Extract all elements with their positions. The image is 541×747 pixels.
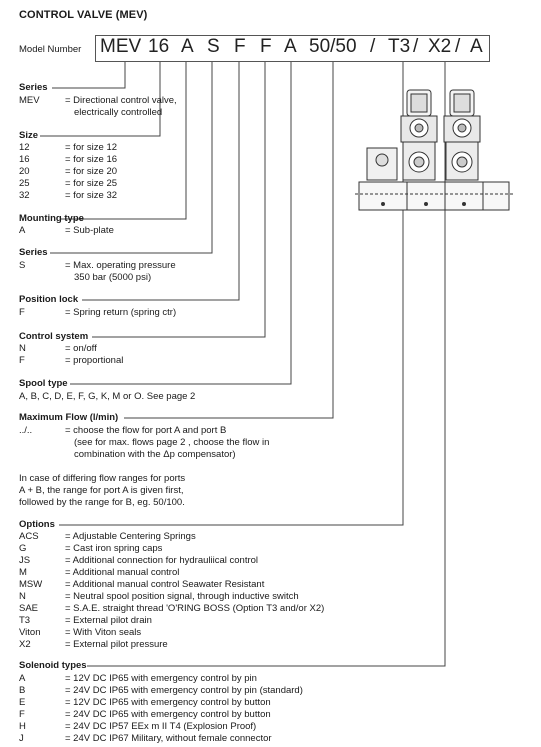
size-desc: = for size 25 xyxy=(65,178,118,189)
model-code-solenoid: A xyxy=(470,36,483,57)
option-code: SAE xyxy=(19,603,39,614)
position-lock-desc: = Spring return (spring ctr) xyxy=(65,307,177,318)
spool-type-list: A, B, C, D, E, F, G, K, M or O. See page 2 xyxy=(19,391,196,402)
model-code-separator: / xyxy=(413,36,419,57)
control-system-desc: = proportional xyxy=(65,355,124,366)
model-code-option-x2: X2 xyxy=(428,36,452,57)
option-desc: = External pilot pressure xyxy=(65,639,168,650)
section-heading-solenoid-types: Solenoid types xyxy=(19,660,87,671)
size-code: 20 xyxy=(19,166,30,177)
page-title: CONTROL VALVE (MEV) xyxy=(19,9,148,21)
series-desc: = Directional control valve, xyxy=(65,95,177,106)
option-desc: = Additional manual control xyxy=(65,567,180,578)
solenoid-desc: = 24V DC IP65 with emergency control by pin (standard) xyxy=(65,685,303,696)
solenoid-code: E xyxy=(19,697,26,708)
size-desc: = for size 16 xyxy=(65,154,118,165)
max-flow-note: In case of differing flow ranges for ports xyxy=(19,473,186,484)
model-code-mounting: A xyxy=(181,36,194,57)
option-code: Viton xyxy=(19,627,41,638)
model-code-series2: S xyxy=(207,36,220,57)
solenoid-desc: = 12V DC IP65 with emergency control by pin xyxy=(65,673,257,684)
option-desc: = Additional connection for hydrauliical control xyxy=(65,555,259,566)
option-desc: = With Viton seals xyxy=(65,627,142,638)
series-desc-cont: electrically controlled xyxy=(74,107,163,118)
position-lock-code: F xyxy=(19,307,25,318)
model-code-series: MEV xyxy=(100,36,142,57)
option-code: X2 xyxy=(19,639,31,650)
solenoid-code: H xyxy=(19,721,26,732)
max-flow-desc-cont: combination with the Δp compensator) xyxy=(74,449,236,460)
model-code-separator: / xyxy=(455,36,461,57)
solenoid-code: F xyxy=(19,709,25,720)
max-flow-note: A + B, the range for port A is given first, xyxy=(19,485,184,496)
section-heading-mounting-type: Mounting type xyxy=(19,213,84,224)
mounting-code: A xyxy=(19,225,26,236)
option-desc: = Neutral spool position signal, through inductive switch xyxy=(65,591,299,602)
size-desc: = for size 12 xyxy=(65,142,118,153)
max-flow-desc: = choose the flow for port A and port B xyxy=(65,425,227,436)
max-flow-desc-cont: (see for max. flows page 2 , choose the flow in xyxy=(74,437,270,448)
option-code: JS xyxy=(19,555,31,566)
section-heading-spool-type: Spool type xyxy=(19,378,68,389)
model-code-size: 16 xyxy=(148,36,170,57)
pressure-code: S xyxy=(19,260,26,271)
size-code: 32 xyxy=(19,190,30,201)
option-desc: = Cast iron spring caps xyxy=(65,543,163,554)
model-code-control-system: F xyxy=(260,36,272,57)
model-code-option-t3: T3 xyxy=(388,36,411,57)
control-system-code: F xyxy=(19,355,25,366)
solenoid-code: B xyxy=(19,685,26,696)
series-code: MEV xyxy=(19,95,40,106)
option-code: ACS xyxy=(19,531,39,542)
pressure-desc: = Max. operating pressure xyxy=(65,260,176,271)
solenoid-desc: = 24V DC IP65 with emergency control by button xyxy=(65,709,271,720)
max-flow-note: followed by the range for B, eg. 50/100. xyxy=(19,497,185,508)
section-heading-size: Size xyxy=(19,130,39,141)
solenoid-desc: = 24V DC IP67 Military, without female connector xyxy=(65,733,272,744)
option-desc: = External pilot drain xyxy=(65,615,152,626)
option-desc: = Adjustable Centering Springs xyxy=(65,531,196,542)
solenoid-code: A xyxy=(19,673,26,684)
section-heading-series: Series xyxy=(19,82,48,93)
max-flow-code: ../.. xyxy=(19,425,33,436)
model-code-max-flow: 50/50 xyxy=(309,36,357,57)
mounting-desc: = Sub-plate xyxy=(65,225,114,236)
section-heading-control-system: Control system xyxy=(19,331,89,342)
section-heading-series-pressure: Series xyxy=(19,247,48,258)
solenoid-desc: = 24V DC IP57 EEx m II T4 (Explosion Proof) xyxy=(65,721,257,732)
option-code: MSW xyxy=(19,579,43,590)
option-desc: = Additional manual control Seawater Resistant xyxy=(65,579,265,590)
option-code: N xyxy=(19,591,26,602)
control-system-desc: = on/off xyxy=(65,343,97,354)
size-code: 12 xyxy=(19,142,30,153)
pressure-desc-cont: 350 bar (5000 psi) xyxy=(74,272,152,283)
valve-illustration xyxy=(355,86,515,216)
option-desc: = S.A.E. straight thread 'O'RING BOSS (Option T3 and/or X2) xyxy=(65,603,325,614)
option-code: G xyxy=(19,543,27,554)
size-desc: = for size 20 xyxy=(65,166,118,177)
model-code-position-lock: F xyxy=(234,36,246,57)
section-heading-position-lock: Position lock xyxy=(19,294,79,305)
option-code: M xyxy=(19,567,27,578)
section-heading-maximum-flow: Maximum Flow (l/min) xyxy=(19,412,119,423)
section-heading-options: Options xyxy=(19,519,55,530)
solenoid-code: J xyxy=(19,733,24,744)
solenoid-desc: = 12V DC IP65 with emergency control by button xyxy=(65,697,271,708)
size-desc: = for size 32 xyxy=(65,190,118,201)
size-code: 25 xyxy=(19,178,30,189)
option-code: T3 xyxy=(19,615,31,626)
model-code-spool-type: A xyxy=(284,36,297,57)
control-system-code: N xyxy=(19,343,26,354)
model-code-separator: / xyxy=(370,36,376,57)
model-number-label: Model Number xyxy=(19,44,82,55)
size-code: 16 xyxy=(19,154,30,165)
